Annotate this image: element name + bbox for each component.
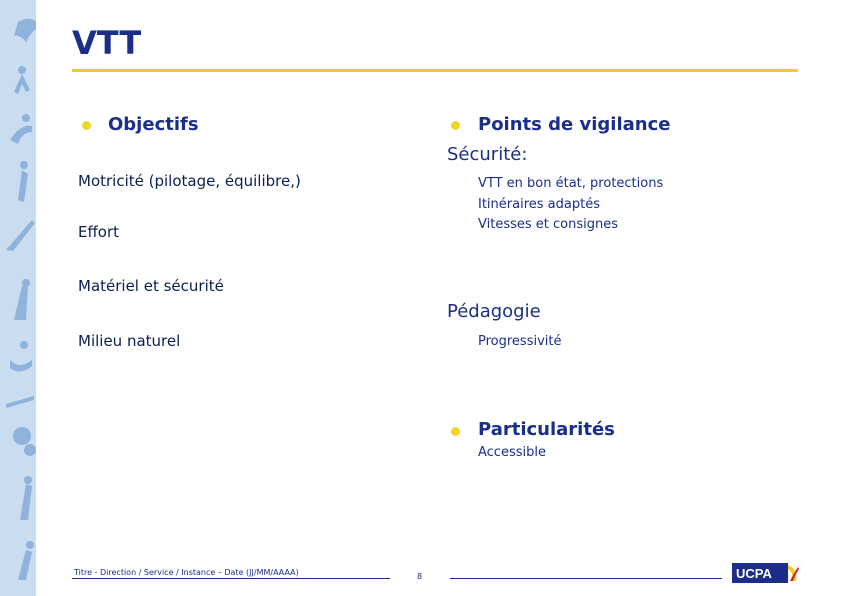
bullet-icon [451, 121, 460, 130]
objectifs-heading: Objectifs [108, 114, 199, 135]
bullet-icon [451, 427, 460, 436]
slide-title: VTT [72, 24, 142, 62]
securite-item: VTT en bon état, protections [478, 176, 664, 191]
footer-rule-right [450, 578, 722, 579]
ucpa-logo-icon [732, 563, 799, 583]
footer-text: Titre - Direction / Service / Instance – Date (JJ/MM/AAAA) [74, 568, 299, 577]
footer-rule-left [72, 578, 390, 579]
svg-text:UCPA: UCPA [736, 566, 772, 581]
athlete-silhouettes-icon [0, 0, 36, 596]
securite-label: Sécurité: [447, 144, 528, 165]
pedagogie-item: Progressivité [478, 334, 562, 349]
objectif-item: Motricité (pilotage, équilibre,) [78, 172, 301, 190]
page-number: 8 [417, 572, 423, 581]
objectif-item: Effort [78, 223, 120, 241]
particularites-heading: Particularités [478, 419, 615, 440]
pedagogie-label: Pédagogie [447, 301, 541, 322]
bullet-icon [82, 121, 91, 130]
particularites-item: Accessible [478, 445, 546, 460]
vigilance-heading: Points de vigilance [478, 114, 671, 135]
sport-silhouettes-strip [0, 0, 36, 596]
title-underline [72, 69, 798, 72]
securite-item: Itinéraires adaptés [478, 197, 600, 212]
objectif-item: Matériel et sécurité [78, 277, 224, 295]
securite-item: Vitesses et consignes [478, 217, 618, 232]
objectif-item: Milieu naturel [78, 332, 181, 350]
